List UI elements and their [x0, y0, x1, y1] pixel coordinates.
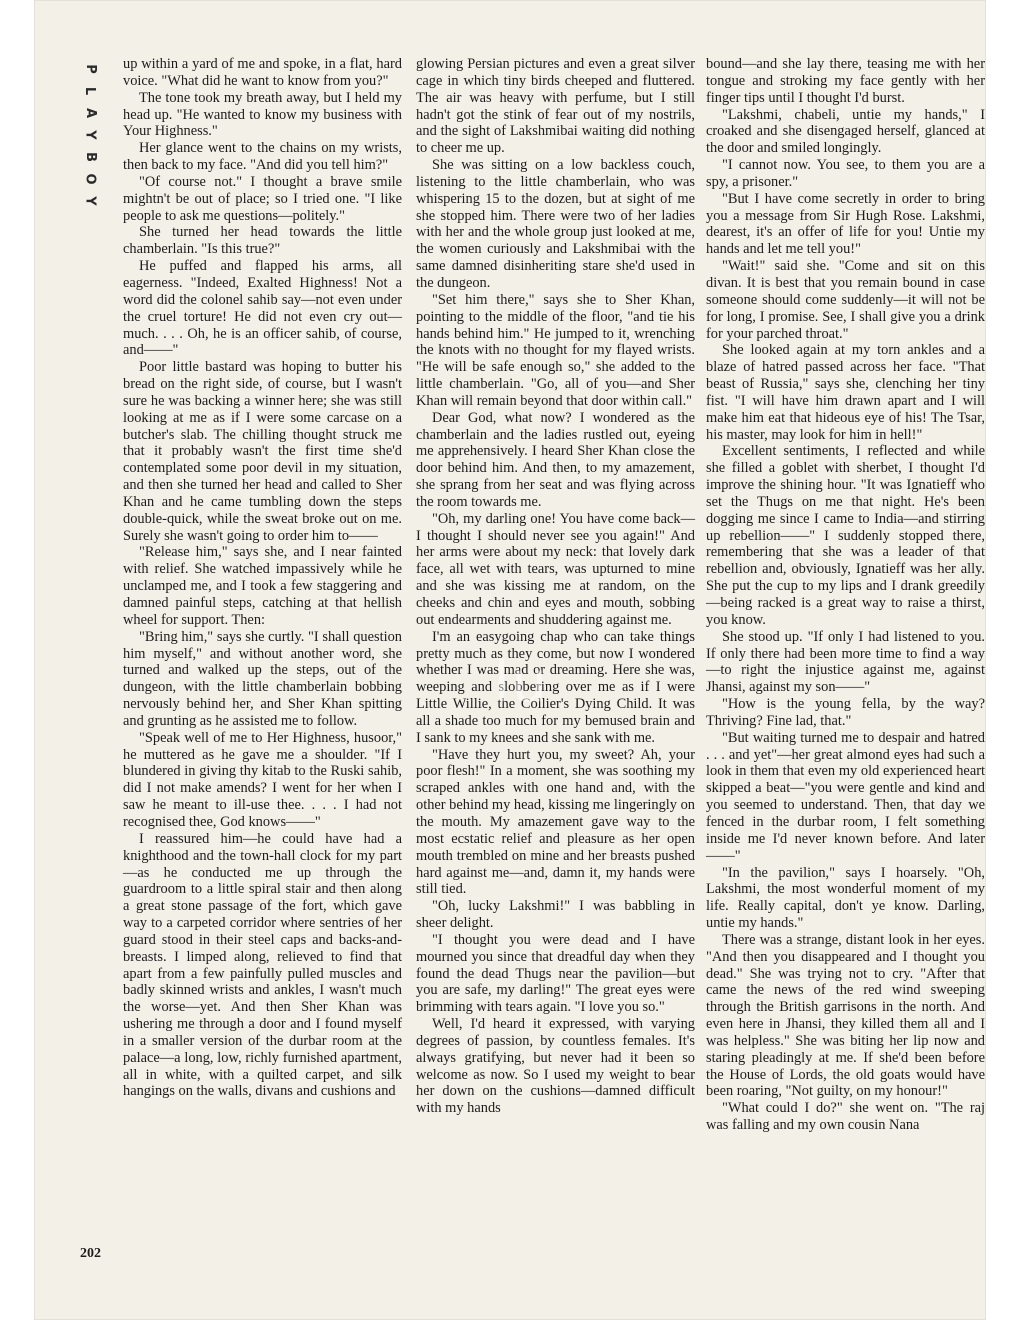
masthead-letter: O — [82, 173, 98, 185]
paragraph: up within a yard of me and spoke, in a flat, hard voice. "What did he want to know from you?" — [123, 56, 402, 89]
paragraph: bound—and she lay there, teasing me with her tongue and stroking my face gently with her finger tips until I thought I'd burst. — [706, 56, 985, 106]
paragraph: She looked again at my torn ankles and a blaze of hatred passed across her face. "That beast of Russia," says she, clenching her tiny fist. "I will have him drawn apart and I will make him eat that hideous eye of his! The Tsar, his master, may look for him in hell!" — [706, 342, 985, 443]
paragraph: There was a strange, distant look in her eyes. "And then you disappeared and I thought you dead." She was trying not to cry. "After that came the news of the red wind sweeping through the British garrisons in the north. And even here in Jhansi, they killed them all and I was helpless." She was biting her lip now and staring pleadingly at me. If she'd been before the House of Lords, the old goats would have been roaring, "Not guilty, on my honour!" — [706, 931, 985, 1100]
magazine-page — [34, 0, 986, 1320]
paragraph: "Set him there," says she to Sher Khan, pointing to the middle of the floor, "and tie his hands behind him." He jumped to it, wrenching the knots with no thought for my flayed wrists. "He will be safe enough so," she added to the little chamberlain. "Go, all of you—and Sher Khan will remain beyond that door within call." — [416, 291, 695, 409]
paragraph: glowing Persian pictures and even a great silver cage in which tiny birds cheeped and fluttered. The air was heavy with perfume, but I still hadn't got the stink of fear out of my nostrils, and the sight of Lakshmibai waiting did nothing to cheer me up. — [416, 56, 695, 157]
masthead-letter: B — [82, 152, 98, 162]
paragraph: He puffed and flapped his arms, all eagerness. "Indeed, Exalted Highness! Not a word did the colonel sahib say—not even under the cruel torture! He did not even cry out—much. . . . Oh, he is an officer sahib, of course, and——" — [123, 258, 402, 359]
masthead-letter: Y — [82, 196, 98, 206]
paragraph: "What could I do?" she went on. "The raj was falling and my own cousin Nana — [706, 1100, 985, 1134]
paragraph: Her glance went to the chains on my wrists, then back to my face. "And did you tell him?" — [123, 140, 402, 174]
paragraph: She stood up. "If only I had listened to you. If only there had been more time to find a way—to right the injustice against me, against Jhansi, against my son——" — [706, 628, 985, 696]
paragraph: "Oh, lucky Lakshmi!" I was babbling in sheer delight. — [416, 898, 695, 932]
paragraph: "I cannot now. You see, to them you are a spy, a prisoner." — [706, 157, 985, 190]
paragraph: "Of course not." I thought a brave smile mightn't be out of place; so I tried one. "I like people to ask me questions—politely." — [123, 173, 402, 224]
paragraph: "Bring him," says she curtly. "I shall question him myself," and without another word, she turned and walked up the steps, out of the dungeon, with the little chamberlain bobbing nervously behind her, and Sher Khan spitting and grunting as he assisted me to follow. — [123, 628, 402, 729]
paragraph: "Oh, my darling one! You have come back—I thought I should never see you again!" And her arms were about my neck: that lovely dark face, all wet with tears, was upturned to mine and she was kissing me at random, on the cheeks and chin and eyes and mouth, sobbing out endearments and shuddering against me. — [416, 510, 695, 628]
page-number: 202 — [80, 1246, 101, 1261]
paragraph: The tone took my breath away, but I held my head up. "He wanted to know my business with Your Highness." — [123, 89, 402, 140]
paragraph: "Lakshmi, chabeli, untie my hands," I croaked and she disengaged herself, glanced at the door and smiled longingly. — [706, 106, 985, 157]
paragraph: She was sitting on a low backless couch, listening to the little chamberlain, who was whispering 15 to the dozen, but at sight of me she stopped him. There were two of her ladies with her and the whole group just looked at me, the women curiously and Lakshmibai with the same damned disinheriting stare she'd used in the dungeon. — [416, 157, 695, 291]
paragraph: Well, I'd heard it expressed, with varying degrees of passion, by countless females. It's always gratifying, but never had it been so welcome as now. So I used my weight to bear her down on the cushions—damned difficult with my hands — [416, 1016, 695, 1117]
masthead-letter: L — [82, 86, 98, 96]
paragraph: "I thought you were dead and I have mourned you since that dreadful day when they found the dead Thugs near the pavilion—but you are safe, my darling!" The great eyes were brimming with tears again. "I love you so." — [416, 931, 695, 1016]
paragraph: I'm an easygoing chap who can take things pretty much as they come, but now I wondered whether I was mad or dreaming. Here she was, weeping and slobbering over me as if I were Little Willie, the Collier's Dying Child. It was all a shade too much for my bemused brain and I sank to my knees and she sank with me. — [416, 628, 695, 746]
paragraph: Excellent sentiments, I reflected and while she filled a goblet with sherbet, I thought I'd improve the shining hour. "It was Ignatieff who set the Thugs on me that night. He's been dogging me since I came to India—and stirring up rebellion——" I suddenly stopped there, remembering that she was a leader of that rebellion and, obviously, Ignatieff was her ally. She put the cup to my lips and I drank greedily—being racked is a great way to raise a thirst, you know. — [706, 443, 985, 628]
paragraph: She turned her head towards the little chamberlain. "Is this true?" — [123, 224, 402, 258]
text-column-1 — [123, 56, 402, 1100]
masthead-letter: A — [82, 107, 98, 119]
paragraph: Poor little bastard was hoping to butter his bread on the right side, of course, but I wasn't sure he was backing a winner here; she was still looking at me as if I were some carcase on a butcher's slab. The chilling thought struck me that it probably wasn't the first time she'd contemplated some poor devil in my situation, and then she turned her head and called to Sher Khan and he came tumbling down the steps double-quick, while the sweat broke out on me. Surely she wasn't going to order him to—— — [123, 359, 402, 544]
paragraph: "Have they hurt you, my sweet? Ah, your poor flesh!" In a moment, she was soothing my scraped ankles with one hand and, with the other behind my head, kissing me lingeringly on the mouth. My amazement gave way to the most ecstatic relief and pleasure as her open mouth trembled on mine and her breasts pushed hard against me—and, damn it, my hands were still tied. — [416, 746, 695, 898]
text-column-2 — [416, 56, 695, 1117]
masthead-letter: P — [82, 64, 98, 74]
paragraph: Dear God, what now? I wondered as the chamberlain and the ladies rustled out, eyeing me apprehensively. I heard Sher Khan close the door behind him. And then, to my amazement, she sprang from her seat and was flying across the room towards me. — [416, 409, 695, 510]
text-column-3 — [706, 56, 985, 1134]
masthead-letter: Y — [82, 130, 98, 140]
paragraph: "How is the young fella, by the way? Thriving? Fine lad, that." — [706, 696, 985, 729]
masthead-vertical — [82, 58, 98, 212]
paragraph: "But I have come secretly in order to bring you a message from Sir Hugh Rose. Lakshmi, dearest, it's an offer of life for you! Untie my hands and let me tell you!" — [706, 190, 985, 258]
paragraph: "Wait!" said she. "Come and sit on this divan. It is best that you remain bound in case someone should come suddenly—it will not be for long, I promise. See, I shall give you a drink for your parched throat." — [706, 258, 985, 342]
paragraph: "In the pavilion," says I hoarsely. "Oh, Lakshmi, the most wonderful moment of my life. Really capital, don't ye know. Darling, untie my hands." — [706, 864, 985, 932]
paragraph: "But waiting turned me to despair and hatred . . . and yet"—her great almond eyes had such a look in them that even my old experienced heart skipped a beat—"you were gentle and kind and you seemed to understand. Then, that day we fenced in the durbar room, I felt something inside me I'd never known before. And later——" — [706, 729, 985, 864]
paragraph: "Release him," says she, and I near fainted with relief. She watched impassively while he unclamped me, and I took a few staggering and damned painful steps, catching at that hellish wheel for support. Then: — [123, 544, 402, 628]
paragraph: I reassured him—he could have had a knighthood and the town-hall clock for my part—as he conducted me up through the guardroom to a little spiral stair and then along a great stone passage of the fort, which gave way to a carpeted corridor where sentries of her guard stood in their steel caps and backs-and-breasts. I limped along, relieved to find that apart from a few painfully pulled muscles and badly skinned wrists and ankles, I wasn't much the worse—yet. And then Sher Khan was ushering me through a door and I found myself in a smaller version of the durbar room at the palace—a long, low, richly furnished apartment, all in white, with a quilted carpet, and silk hangings on the walls, divans and cushions and — [123, 830, 402, 1100]
watermark: lu — [494, 650, 550, 715]
paragraph: "Speak well of me to Her Highness, husoor," he muttered as he gave me a shoulder. "If I blundered in giving thy kitab to the Ruski sahib, did I not make amends? I went for her when I saw he meant to ill-use thee. . . . I had not recognised thee, God knows——" — [123, 729, 402, 830]
